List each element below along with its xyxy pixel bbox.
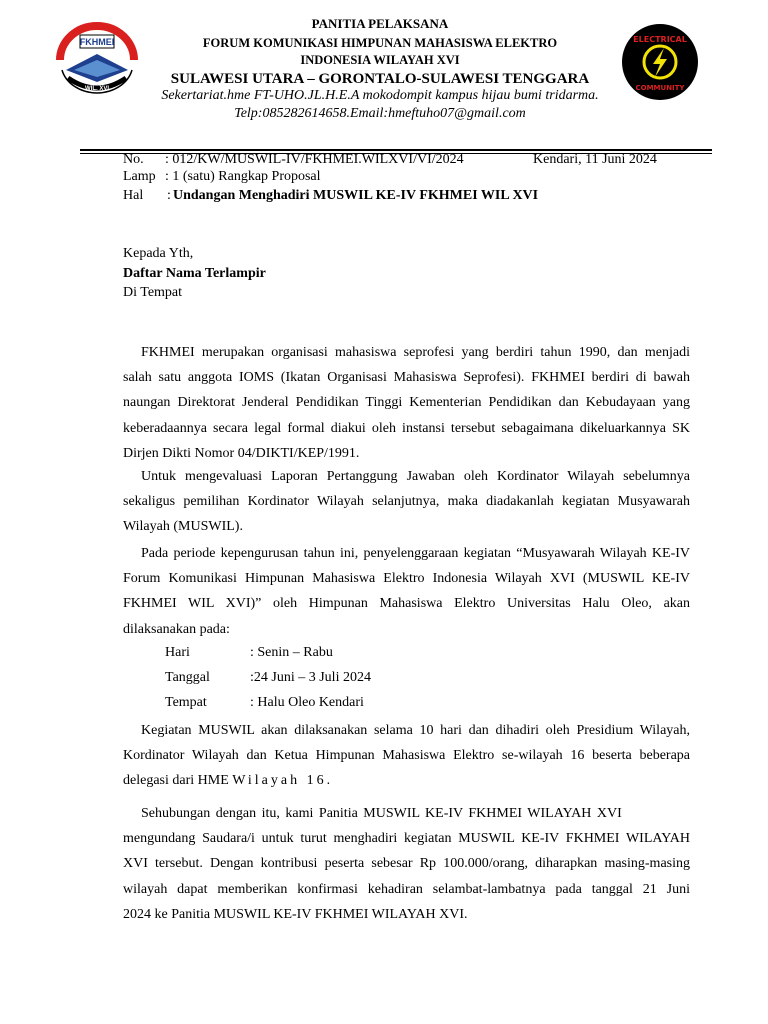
text-line: Dirjen Dikti Nomor 04/DIKTI/KEP/1991. [123, 445, 360, 461]
text-line: Pada periode kepengurusan tahun ini, penyelenggaraan kegiatan “Musyawarah Wilayah KE-IV [141, 546, 690, 561]
lamp-label: Lamp [123, 169, 156, 184]
header-divider-thick [80, 149, 712, 151]
text-line: XVI tersebut. Dengan kontribusi peserta sebesar Rp 100.000/orang, diharapkan masing-masing [123, 856, 690, 872]
letterhead-line-2: FORUM KOMUNIKASI HIMPUNAN MAHASISWA ELEKTRO [202, 36, 558, 50]
schedule-value: :24 Juni – 3 Juli 2024 [250, 670, 371, 685]
schedule-label: Hari [165, 645, 190, 660]
no-label: No. [123, 152, 144, 167]
electrical-community-logo [620, 22, 700, 102]
paragraph-4 [123, 718, 690, 794]
fkhmei-logo [52, 20, 142, 100]
schedule-value: : Halu Oleo Kendari [250, 695, 364, 710]
text-line: Untuk mengevaluasi Laporan Pertanggung Jawaban oleh Kordinator Wilayah sebelumnya [141, 469, 690, 484]
text-line: keberadaannya secara legal formal diakui oleh instansi tersebut sebagaimana dikeluarkannya SK [123, 420, 690, 436]
letterhead-line-1: PANITIA PELAKSANA [311, 16, 449, 31]
text-line: sekaligus pemilihan Kordinator Wilayah selanjutnya, maka diadakanlah kegiatan Musyawarah [123, 494, 690, 510]
text-line: wilayah dapat memberikan konfirmasi kehadiran selambat-lambatnya pada tanggal 21 Juni [123, 881, 690, 897]
letterhead-line-4: SULAWESI UTARA – GORONTALO-SULAWESI TENGGARA [170, 71, 590, 87]
hal-value: Undangan Menghadiri MUSWIL KE-IV FKHMEI WIL XVI [173, 188, 539, 203]
text-line: dilaksanakan pada: [123, 621, 230, 637]
paragraph-5 [123, 801, 690, 927]
schedule-label: Tempat [165, 695, 207, 710]
text-line: naungan Direktorat Jenderal Pendidikan Tinggi Kementerian Pendidikan dan Kebudayaan yang [123, 395, 690, 411]
no-value: : 012/KW/MUSWIL-IV/FKHMEI.WILXVI/VI/2024 [165, 152, 464, 167]
logo-bottom-text: COMMUNITY [635, 84, 685, 92]
text-line: Sehubungan dengan itu, kami Panitia MUSWIL KE-IV FKHMEI WILAYAH XVI [141, 806, 622, 821]
hal-colon: : [167, 188, 171, 203]
text-line: salah satu anggota IOMS (Ikatan Organisasi Mahasiswa Seprofesi). FKHMEI berdiri di bawah [123, 370, 690, 386]
recipient-place: Di Tempat [123, 285, 183, 300]
recipient-name: Daftar Nama Terlampir [123, 266, 266, 281]
text-line: mengundang Saudara/i untuk turut menghadiri kegiatan MUSWIL KE-IV FKHMEI WILAYAH [123, 831, 690, 847]
letterhead-contact: Telp:085282614658.Email:hmeftuho07@gmail.com [234, 106, 526, 121]
text-line: FKHMEI WIL XVI)” oleh Himpunan Mahasiswa Elektro Universitas Halu Oleo, akan [123, 596, 690, 612]
logo-top-text: ELECTRICAL [633, 35, 687, 44]
text-line: Kordinator Wilayah dan Ketua Himpunan Mahasiswa Elektro se-wilayah 16 beserta beberapa [123, 748, 690, 764]
logo-text: FKHMEI [79, 37, 115, 47]
letterhead-line-3: INDONESIA WILAYAH XVI [300, 53, 460, 67]
text-line: Wilayah (MUSWIL). [123, 519, 243, 535]
schedule-label: Tanggal [165, 670, 210, 685]
lamp-value: : 1 (satu) Rangkap Proposal [165, 169, 321, 184]
paragraph-2 [123, 464, 690, 540]
recipient-greeting: Kepada Yth, [123, 246, 194, 261]
letterhead-address: Sekertariat.hme FT-UHO.JL.H.E.A mokodompit kampus hijau bumi tridarma. [161, 88, 599, 103]
schedule-value: : Senin – Rabu [250, 645, 333, 660]
letter-date: Kendari, 11 Juni 2024 [533, 152, 657, 167]
text-line: 2024 ke Panitia MUSWIL KE-IV FKHMEI WILAYAH XVI. [123, 906, 468, 922]
paragraph-1 [123, 340, 690, 466]
paragraph-3 [123, 541, 690, 642]
text-line: FKHMEI merupakan organisasi mahasiswa seprofesi yang berdiri tahun 1990, dan menjadi [141, 345, 690, 360]
text-line: Forum Komunikasi Himpunan Mahasiswa Elektro Indonesia Wilayah XVI (MUSWIL KE-IV [123, 571, 690, 587]
text-fragment: delegasi dari HME [123, 773, 229, 789]
logo-band-text: WIL. XVI [85, 86, 109, 92]
text-line-with-tail [123, 768, 690, 793]
text-fragment: Wilayah 16. [232, 773, 334, 789]
hal-label: Hal [123, 188, 144, 203]
text-line: Kegiatan MUSWIL akan dilaksanakan selama 10 hari dan dihadiri oleh Presidium Wilayah, [141, 723, 690, 738]
